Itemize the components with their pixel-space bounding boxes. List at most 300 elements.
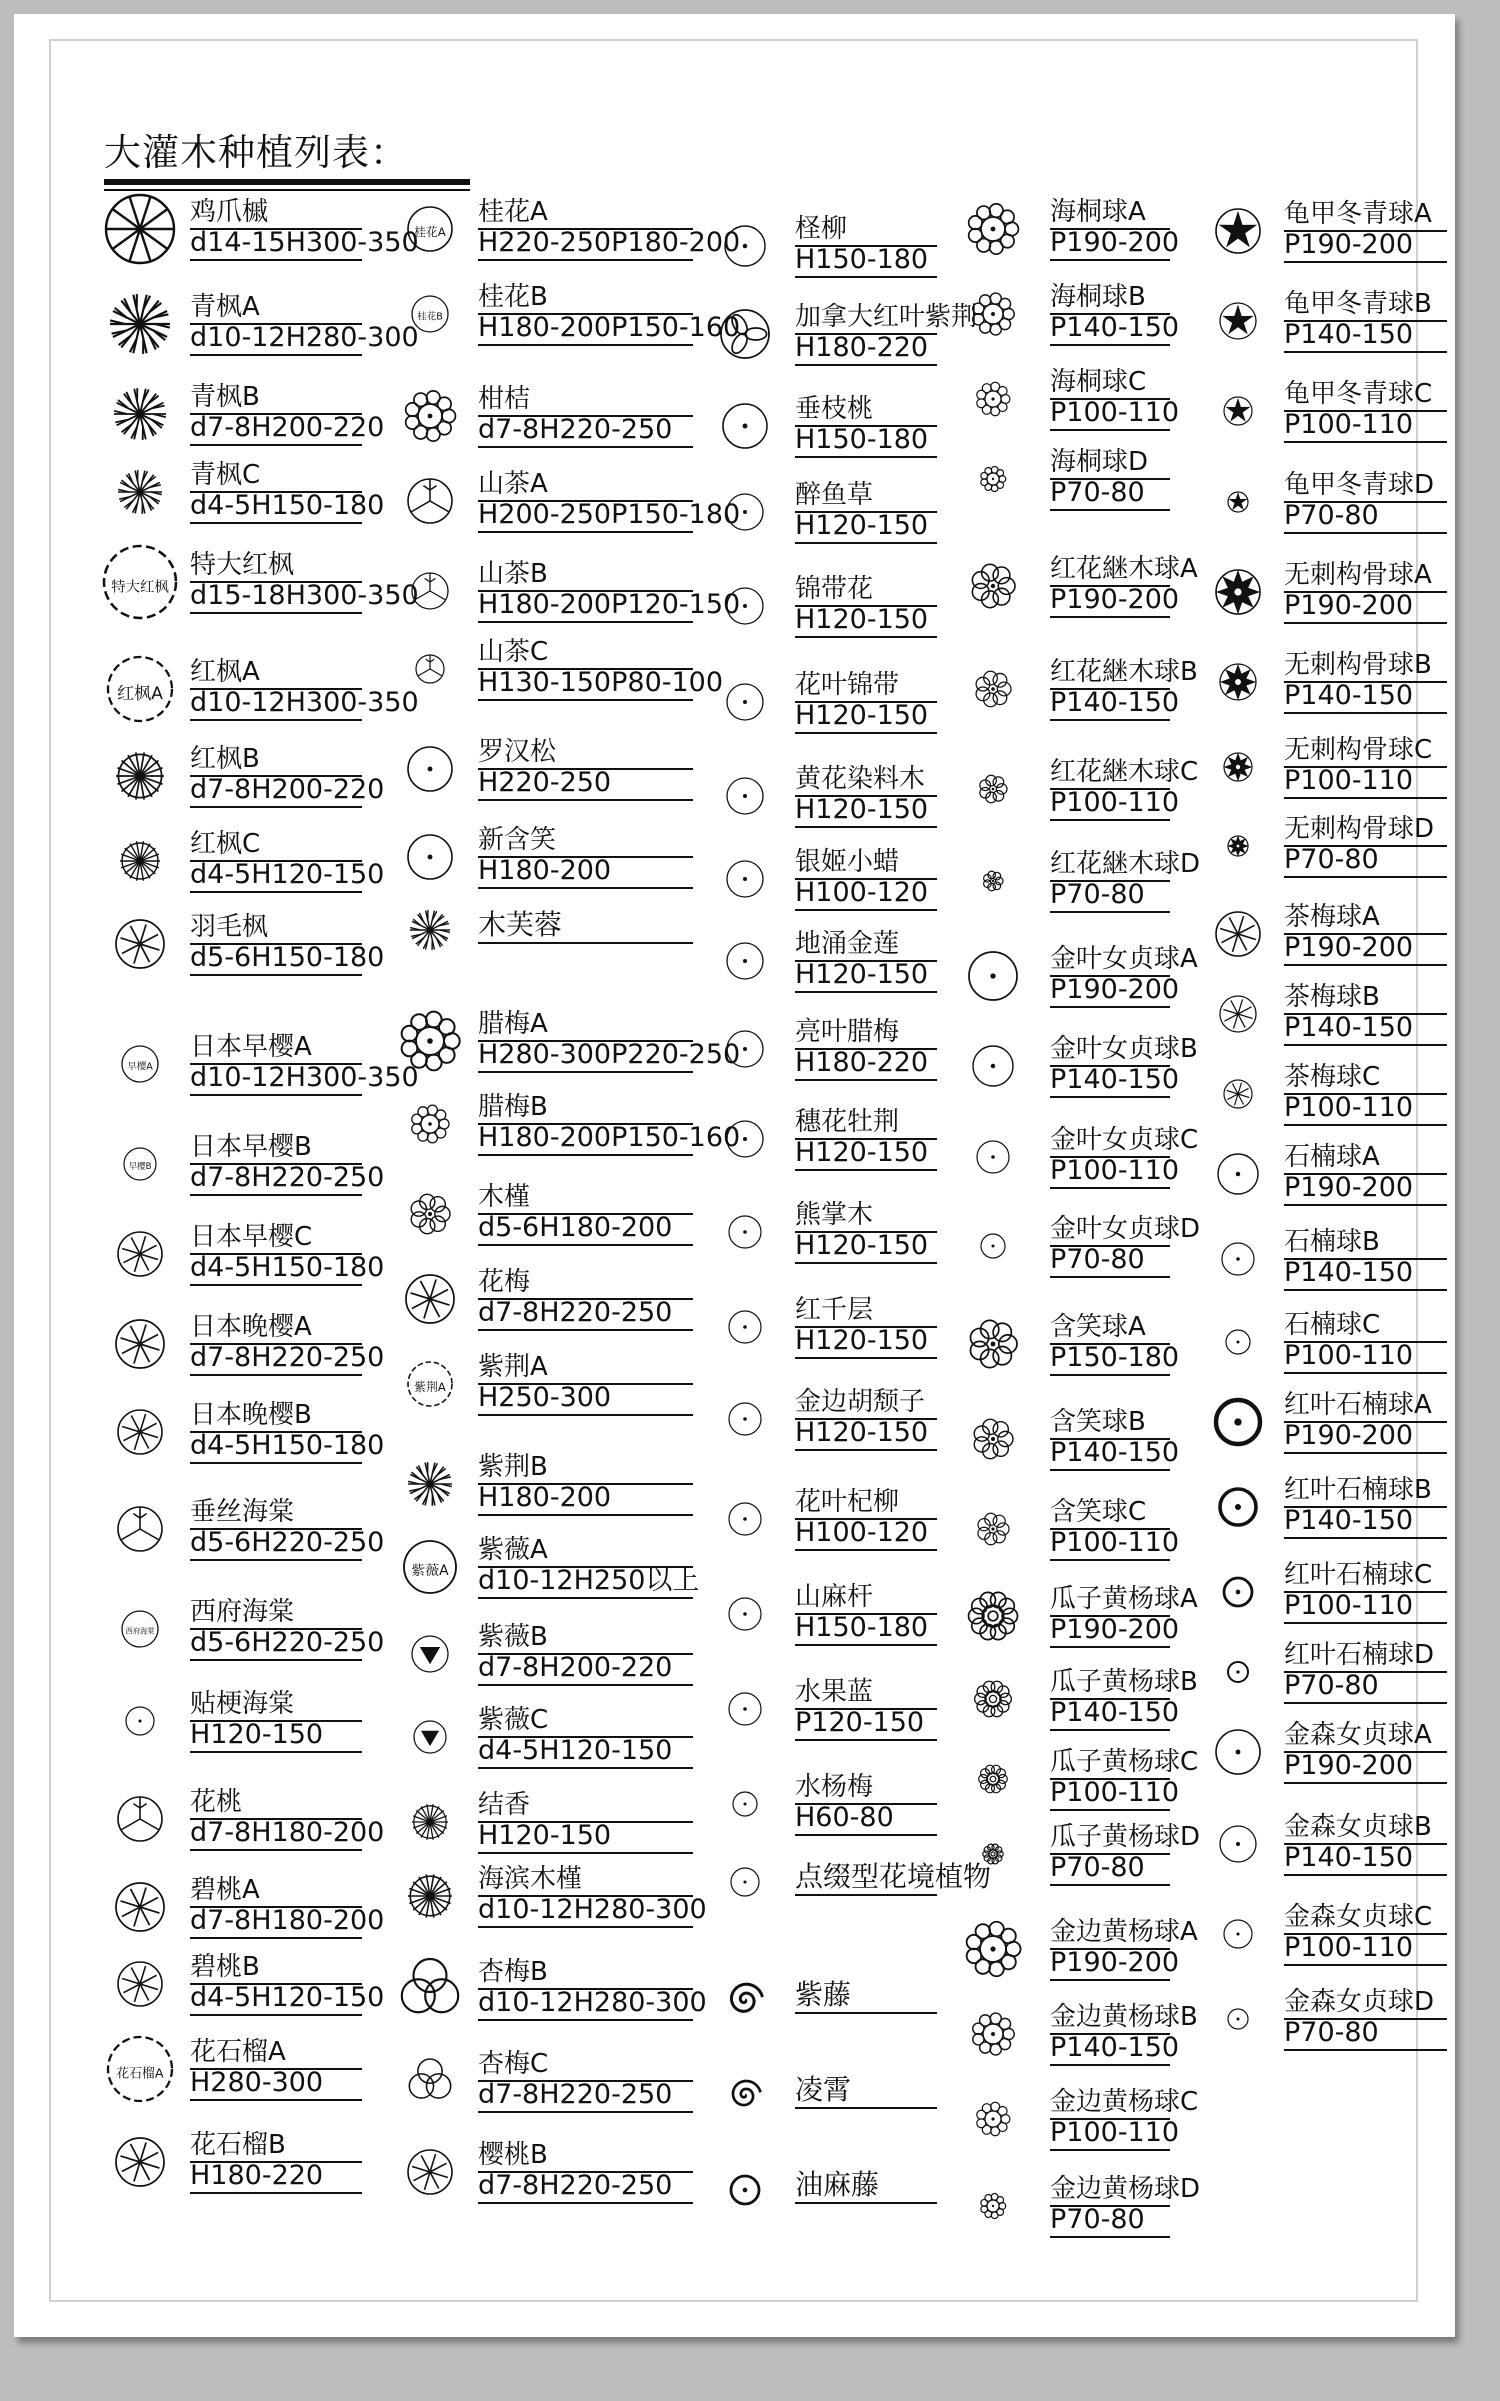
plant-spec: H180-200 bbox=[478, 1482, 612, 1513]
plant-entry bbox=[1198, 199, 1467, 279]
plant-entry bbox=[705, 1487, 957, 1567]
plant-entry bbox=[1198, 470, 1467, 550]
gear-icon bbox=[1198, 642, 1278, 722]
plant-name: 红枫C bbox=[190, 829, 261, 859]
plant-name: 红叶石楠球B bbox=[1284, 1475, 1432, 1505]
plant-spec: d15-18H300-350 bbox=[190, 580, 419, 611]
plant-name: 山茶B bbox=[478, 559, 548, 589]
plant-spec: d7-8H200-220 bbox=[190, 412, 385, 443]
spec-underline bbox=[1050, 1276, 1170, 1278]
spec-underline bbox=[478, 1414, 693, 1416]
plant-name: 金边胡颓子 bbox=[795, 1387, 926, 1417]
spoke-circle-icon bbox=[1198, 894, 1278, 974]
plant-entry bbox=[953, 447, 1190, 527]
plant-spec: H100-120 bbox=[795, 1517, 929, 1548]
symbol-tag-text: 花石榴A bbox=[116, 2066, 164, 2082]
plant-spec: H180-200P120-150 bbox=[478, 589, 741, 620]
spec-underline bbox=[190, 719, 362, 721]
plant-spec: P190-200 bbox=[1284, 1420, 1414, 1451]
plant-entry bbox=[705, 1387, 957, 1467]
dot-circle-icon bbox=[705, 1669, 785, 1749]
spoke-circle-icon bbox=[390, 2132, 470, 2212]
plant-name: 花梅 bbox=[478, 1267, 531, 1297]
plant-name: 金边黄杨球C bbox=[1050, 2087, 1199, 2117]
plant-spec: d7-8H220-250 bbox=[190, 1162, 385, 1193]
plant-name: 龟甲冬青球D bbox=[1284, 470, 1435, 500]
plant-spec: H120-150 bbox=[795, 510, 929, 541]
plant-entry bbox=[100, 292, 419, 372]
spiral-icon bbox=[705, 2055, 785, 2135]
spec-underline bbox=[1050, 719, 1170, 721]
burst-icon bbox=[100, 821, 180, 901]
burst-icon bbox=[390, 1856, 470, 1936]
plant-name: 日本早樱A bbox=[190, 1032, 312, 1062]
label-circle-icon bbox=[390, 1527, 470, 1607]
spec-underline bbox=[478, 799, 693, 801]
dashed-label-icon bbox=[390, 1344, 470, 1424]
plant-name: 红叶石楠球C bbox=[1284, 1560, 1433, 1590]
plant-name: 地涌金莲 bbox=[795, 929, 900, 959]
plant-name: 紫荆A bbox=[478, 1352, 548, 1382]
triangle-circle-icon bbox=[390, 1697, 470, 1777]
spec-underline bbox=[795, 1449, 937, 1451]
plant-entry bbox=[100, 550, 419, 630]
spec-underline bbox=[1284, 261, 1447, 263]
plant-name: 瓜子黄杨球A bbox=[1050, 1584, 1198, 1614]
flower-icon bbox=[953, 1489, 1033, 1569]
plant-name: 紫藤 bbox=[795, 1978, 852, 2011]
plant-entry bbox=[100, 382, 385, 462]
plant-entry bbox=[953, 1667, 1198, 1747]
plant-spec: P100-110 bbox=[1284, 765, 1414, 796]
plant-spec: P70-80 bbox=[1284, 2017, 1379, 2048]
plant-name: 含笑球B bbox=[1050, 1407, 1146, 1437]
symbol-tag-text: 西府海棠 bbox=[125, 1626, 155, 1636]
burst-icon bbox=[100, 736, 180, 816]
plant-name: 桂花A bbox=[478, 197, 548, 227]
three-branch-icon bbox=[390, 629, 470, 709]
plant-entry bbox=[953, 1917, 1198, 1997]
plant-spec: H150-180 bbox=[795, 1612, 929, 1643]
spec-underline bbox=[1050, 2064, 1170, 2066]
plant-entry bbox=[705, 847, 957, 927]
spec-underline bbox=[478, 2111, 693, 2113]
plant-name: 红枫B bbox=[190, 744, 260, 774]
triangle-circle-icon bbox=[390, 1614, 470, 1694]
spec-underline bbox=[190, 1559, 362, 1561]
plant-entry bbox=[953, 1407, 1190, 1487]
dot-circle-icon bbox=[390, 817, 470, 897]
plant-spec: H120-150 bbox=[190, 1719, 324, 1750]
plant-entry bbox=[390, 1705, 713, 1785]
spec-underline bbox=[1050, 1729, 1170, 1731]
plant-name: 石楠球B bbox=[1284, 1227, 1380, 1257]
plant-spec: H130-150P80-100 bbox=[478, 667, 724, 698]
plant-spec: H220-250P180-200 bbox=[478, 227, 741, 258]
spec-underline bbox=[1284, 1702, 1447, 1704]
plant-name: 木槿 bbox=[478, 1182, 531, 1212]
spec-underline bbox=[1284, 441, 1447, 443]
spec-underline bbox=[795, 1079, 937, 1081]
cloud-icon bbox=[953, 1814, 1033, 1894]
plant-spec: P100-110 bbox=[1284, 1590, 1414, 1621]
plant-name: 罗汉松 bbox=[478, 737, 557, 767]
dot-circle-icon bbox=[705, 386, 785, 466]
fan-icon bbox=[705, 294, 785, 374]
ring-icon bbox=[1198, 1632, 1278, 1712]
plant-name: 金森女贞球D bbox=[1284, 1987, 1435, 2017]
ring-icon bbox=[1198, 1382, 1278, 1462]
plant-name: 无刺构骨球B bbox=[1284, 650, 1432, 680]
spec-underline bbox=[1050, 1884, 1170, 1886]
plant-spec: H150-180 bbox=[795, 424, 929, 455]
star-icon bbox=[100, 374, 180, 454]
spec-underline bbox=[190, 444, 362, 446]
spec-underline bbox=[478, 1767, 693, 1769]
spec-underline bbox=[190, 1849, 362, 1851]
plant-name: 红叶石楠球D bbox=[1284, 1640, 1435, 1670]
spec-underline bbox=[1050, 911, 1170, 913]
symbol-tag-text: 特大红枫 bbox=[111, 579, 169, 596]
flower-icon bbox=[953, 749, 1033, 829]
plant-entry bbox=[390, 637, 724, 717]
plant-entry bbox=[100, 1400, 385, 1480]
plant-spec: H280-300 bbox=[190, 2067, 324, 2098]
plant-spec: P70-80 bbox=[1050, 879, 1145, 910]
plant-name: 桂花B bbox=[478, 282, 548, 312]
plant-spec: d10-12H300-350 bbox=[190, 687, 419, 718]
dot-circle-icon bbox=[100, 1681, 180, 1761]
plant-name: 花叶杞柳 bbox=[795, 1487, 900, 1517]
plant-entry bbox=[705, 2162, 957, 2242]
plant-spec: P100-110 bbox=[1050, 1155, 1180, 1186]
spec-underline bbox=[795, 1169, 937, 1171]
plant-entry bbox=[100, 1952, 385, 2032]
name-underline bbox=[795, 2012, 937, 2014]
plant-spec: H120-150 bbox=[795, 1137, 929, 1168]
page-title: 大灌木种植列表： bbox=[104, 131, 408, 174]
plant-spec: H150-180 bbox=[795, 244, 929, 275]
plant-entry bbox=[705, 394, 957, 474]
plant-entry bbox=[953, 197, 1190, 277]
plant-entry bbox=[705, 764, 957, 844]
plant-spec: d7-8H220-250 bbox=[478, 1297, 673, 1328]
plant-entry bbox=[705, 574, 957, 654]
plant-entry bbox=[705, 929, 957, 1009]
plant-entry bbox=[953, 2174, 1201, 2254]
radial-icon bbox=[100, 189, 180, 269]
spoke-circle-icon bbox=[100, 1392, 180, 1472]
plant-entry bbox=[953, 757, 1199, 837]
plant-entry bbox=[100, 1222, 385, 1302]
plant-name: 柽柳 bbox=[795, 214, 848, 244]
dot-circle-icon bbox=[1198, 1302, 1278, 1382]
plant-entry bbox=[953, 1214, 1201, 1294]
spec-underline bbox=[1284, 2049, 1447, 2051]
dot-circle-icon bbox=[1198, 1979, 1278, 2059]
plant-entry bbox=[100, 2037, 382, 2117]
plant-entry bbox=[1198, 982, 1467, 1062]
plant-name: 龟甲冬青球C bbox=[1284, 379, 1433, 409]
plant-entry bbox=[705, 1200, 957, 1280]
plant-name: 龟甲冬青球B bbox=[1284, 289, 1432, 319]
spec-underline bbox=[795, 1644, 937, 1646]
plant-name: 瓜子黄杨球C bbox=[1050, 1747, 1199, 1777]
plant-name: 青枫B bbox=[190, 382, 260, 412]
plant-spec: P70-80 bbox=[1050, 477, 1145, 508]
plant-entry bbox=[390, 902, 713, 982]
plant-spec: P190-200 bbox=[1050, 1947, 1180, 1978]
plant-name: 龟甲冬青球A bbox=[1284, 199, 1432, 229]
spec-underline bbox=[1284, 964, 1447, 966]
ring-icon bbox=[705, 2150, 785, 2230]
symbol-tag-text: 紫薇A bbox=[411, 1562, 449, 1579]
plant-spec: P190-200 bbox=[1050, 1614, 1180, 1645]
plant-name: 垂丝海棠 bbox=[190, 1497, 295, 1527]
plant-spec: d4-5H150-180 bbox=[190, 1430, 385, 1461]
spec-underline bbox=[795, 364, 937, 366]
spec-underline bbox=[1284, 1372, 1447, 1374]
plant-spec: P140-150 bbox=[1284, 1842, 1414, 1873]
spec-underline bbox=[190, 612, 362, 614]
scallop-icon bbox=[390, 1084, 470, 1164]
dashed-label-icon bbox=[100, 649, 180, 729]
name-underline bbox=[478, 942, 693, 944]
plant-entry bbox=[953, 1312, 1190, 1392]
spec-underline bbox=[190, 1751, 362, 1753]
plant-spec: d4-5H150-180 bbox=[190, 1252, 385, 1283]
spec-underline bbox=[478, 1329, 693, 1331]
plant-name: 青枫C bbox=[190, 460, 261, 490]
plant-spec: P140-150 bbox=[1284, 1505, 1414, 1536]
star-circle-icon bbox=[1198, 281, 1278, 361]
dot-circle-icon bbox=[705, 1574, 785, 1654]
plant-name: 含笑球C bbox=[1050, 1497, 1147, 1527]
plant-entry bbox=[100, 1032, 419, 1112]
spec-underline bbox=[1284, 712, 1447, 714]
plant-name: 柑桔 bbox=[478, 384, 531, 414]
cloud-icon bbox=[953, 1659, 1033, 1739]
plant-name: 垂枝桃 bbox=[795, 394, 874, 424]
spec-underline bbox=[1050, 616, 1170, 618]
dot-circle-icon bbox=[953, 1117, 1033, 1197]
spec-underline bbox=[478, 1071, 693, 1073]
spec-underline bbox=[795, 636, 937, 638]
spec-underline bbox=[795, 1262, 937, 1264]
spec-underline bbox=[478, 887, 693, 889]
plant-entry bbox=[1198, 560, 1467, 640]
spec-underline bbox=[1050, 1374, 1170, 1376]
plant-entry bbox=[1198, 735, 1467, 815]
drawing-sheet bbox=[14, 14, 1455, 2337]
scallop-icon bbox=[953, 189, 1033, 269]
spec-underline bbox=[795, 991, 937, 993]
plant-spec: d10-12H300-350 bbox=[190, 1062, 419, 1093]
dot-circle-icon bbox=[953, 1026, 1033, 1106]
plant-spec: P140-150 bbox=[1284, 319, 1414, 350]
spec-underline bbox=[190, 259, 362, 261]
spec-underline bbox=[478, 699, 693, 701]
plant-entry bbox=[705, 1295, 957, 1375]
plant-entry bbox=[1198, 1987, 1467, 2067]
plant-name: 海桐球A bbox=[1050, 197, 1146, 227]
spec-underline bbox=[1284, 1124, 1447, 1126]
flower-icon bbox=[953, 546, 1033, 626]
three-branch-icon bbox=[100, 1779, 180, 1859]
plant-entry bbox=[100, 1597, 385, 1677]
plant-name: 金森女贞球A bbox=[1284, 1720, 1432, 1750]
label-circle-icon bbox=[100, 1589, 180, 1669]
plant-entry bbox=[1198, 1390, 1467, 1470]
spec-underline bbox=[478, 2019, 693, 2021]
plant-name: 茶梅球B bbox=[1284, 982, 1380, 1012]
scallop-icon bbox=[953, 274, 1033, 354]
plant-name: 碧桃A bbox=[190, 1875, 260, 1905]
spoke-circle-icon bbox=[100, 2122, 180, 2202]
plant-spec: d5-6H150-180 bbox=[190, 942, 385, 973]
spec-underline bbox=[1284, 1874, 1447, 1876]
plant-spec: P190-200 bbox=[1050, 584, 1180, 615]
plant-entry bbox=[705, 1017, 957, 1097]
spec-underline bbox=[1284, 876, 1447, 878]
plant-spec: P140-150 bbox=[1284, 1012, 1414, 1043]
plant-spec: H220-250 bbox=[478, 767, 612, 798]
plant-spec: P140-150 bbox=[1284, 680, 1414, 711]
dot-circle-icon bbox=[705, 566, 785, 646]
plant-spec: P190-200 bbox=[1284, 229, 1414, 260]
spec-underline bbox=[795, 826, 937, 828]
spec-underline bbox=[1284, 1289, 1447, 1291]
plant-name: 山茶C bbox=[478, 637, 549, 667]
spec-underline bbox=[190, 1194, 362, 1196]
spec-underline bbox=[478, 344, 693, 346]
plant-spec: P100-110 bbox=[1284, 1092, 1414, 1123]
dot-circle-icon bbox=[705, 756, 785, 836]
plant-name: 瓜子黄杨球D bbox=[1050, 1822, 1201, 1852]
plant-entry bbox=[705, 1772, 957, 1852]
plant-name: 醉鱼草 bbox=[795, 480, 874, 510]
plant-name: 结香 bbox=[478, 1790, 531, 1820]
plant-spec: H180-220 bbox=[190, 2160, 324, 2191]
gear-icon bbox=[1198, 806, 1278, 886]
plant-entry bbox=[390, 469, 741, 549]
plant-entry bbox=[953, 1034, 1198, 1114]
cloud-icon bbox=[953, 1576, 1033, 1656]
symbol-tag-text: 紫荆A bbox=[414, 1379, 446, 1394]
spec-underline bbox=[190, 2099, 362, 2101]
plant-entry bbox=[390, 2140, 713, 2220]
three-lobe-icon bbox=[390, 1949, 470, 2029]
spec-underline bbox=[478, 1926, 693, 1928]
scallop-icon bbox=[953, 2166, 1033, 2246]
plant-entry bbox=[953, 2087, 1199, 2167]
plant-spec: H120-150 bbox=[478, 1820, 612, 1851]
spec-underline bbox=[478, 1684, 693, 1686]
label-circle-icon bbox=[390, 189, 470, 269]
plant-spec: H250-300 bbox=[478, 1382, 612, 1413]
plant-entry bbox=[100, 1132, 385, 1212]
plant-spec: H120-150 bbox=[795, 794, 929, 825]
plant-name: 石楠球A bbox=[1284, 1142, 1380, 1172]
spec-underline bbox=[1284, 622, 1447, 624]
name-underline bbox=[795, 2107, 937, 2109]
plant-spec: H120-150 bbox=[795, 1325, 929, 1356]
spec-underline bbox=[190, 354, 362, 356]
plant-name: 金叶女贞球A bbox=[1050, 944, 1198, 974]
plant-spec: H120-150 bbox=[795, 700, 929, 731]
plant-entry bbox=[100, 1312, 385, 1392]
plant-spec: H120-150 bbox=[795, 604, 929, 635]
spec-underline bbox=[190, 1094, 362, 1096]
plant-name: 腊梅A bbox=[478, 1009, 548, 1039]
plant-entry bbox=[953, 282, 1190, 362]
plant-entry bbox=[953, 1497, 1190, 1577]
spec-underline bbox=[1284, 1782, 1447, 1784]
plant-name: 山茶A bbox=[478, 469, 548, 499]
plant-spec: P140-150 bbox=[1284, 1257, 1414, 1288]
plant-entry bbox=[100, 1787, 385, 1867]
spoke-circle-icon bbox=[100, 1944, 180, 2024]
plant-spec: P100-110 bbox=[1284, 1340, 1414, 1371]
spec-underline bbox=[190, 1462, 362, 1464]
spec-underline bbox=[1050, 344, 1170, 346]
plant-name: 红花継木球A bbox=[1050, 554, 1198, 584]
plant-entry bbox=[1198, 1812, 1467, 1892]
plant-name: 海桐球D bbox=[1050, 447, 1149, 477]
plant-spec: P120-150 bbox=[795, 1707, 925, 1738]
three-branch-icon bbox=[390, 461, 470, 541]
plant-spec: H120-150 bbox=[795, 959, 929, 990]
label-circle-icon bbox=[390, 274, 470, 354]
spec-underline bbox=[190, 2014, 362, 2016]
plant-name: 花桃 bbox=[190, 1787, 243, 1817]
plant-spec: H120-150 bbox=[795, 1417, 929, 1448]
plant-name: 点缀型花境植物 bbox=[795, 1860, 992, 1893]
symbol-tag-text: 红枫A bbox=[117, 683, 163, 704]
scallop-icon bbox=[390, 1001, 470, 1081]
plant-entry bbox=[705, 1107, 957, 1187]
spec-underline bbox=[1050, 1469, 1170, 1471]
spec-underline bbox=[478, 1154, 693, 1156]
plant-name: 金叶女贞球D bbox=[1050, 1214, 1201, 1244]
flower-icon bbox=[953, 1304, 1033, 1384]
plant-spec: d7-8H220-250 bbox=[478, 414, 673, 445]
spec-underline bbox=[1050, 1979, 1170, 1981]
plant-spec: P140-150 bbox=[1050, 1697, 1180, 1728]
dot-circle-icon bbox=[1198, 1134, 1278, 1214]
scallop-icon bbox=[953, 1909, 1033, 1989]
plant-entry bbox=[1198, 1310, 1467, 1390]
plant-entry bbox=[390, 1009, 741, 1089]
plant-spec: P100-110 bbox=[1050, 1527, 1180, 1558]
plant-entry bbox=[390, 197, 741, 277]
plant-entry bbox=[705, 2067, 957, 2147]
plant-name: 亮叶腊梅 bbox=[795, 1017, 900, 1047]
plant-entry bbox=[953, 1822, 1201, 1902]
plant-name: 黄花染料木 bbox=[795, 764, 926, 794]
plant-spec: d10-12H280-300 bbox=[190, 322, 419, 353]
spec-underline bbox=[190, 1937, 362, 1939]
dot-circle-icon bbox=[390, 729, 470, 809]
spec-underline bbox=[1050, 819, 1170, 821]
dot-circle-icon bbox=[705, 1287, 785, 1367]
plant-name: 金边黄杨球B bbox=[1050, 2002, 1198, 2032]
symbol-tag-text: 早樱B bbox=[128, 1161, 152, 1172]
plant-spec: H280-300P220-250 bbox=[478, 1039, 741, 1070]
plant-spec: H100-120 bbox=[795, 877, 929, 908]
plant-name: 含笑球A bbox=[1050, 1312, 1146, 1342]
plant-spec: d4-5H120-150 bbox=[190, 859, 385, 890]
